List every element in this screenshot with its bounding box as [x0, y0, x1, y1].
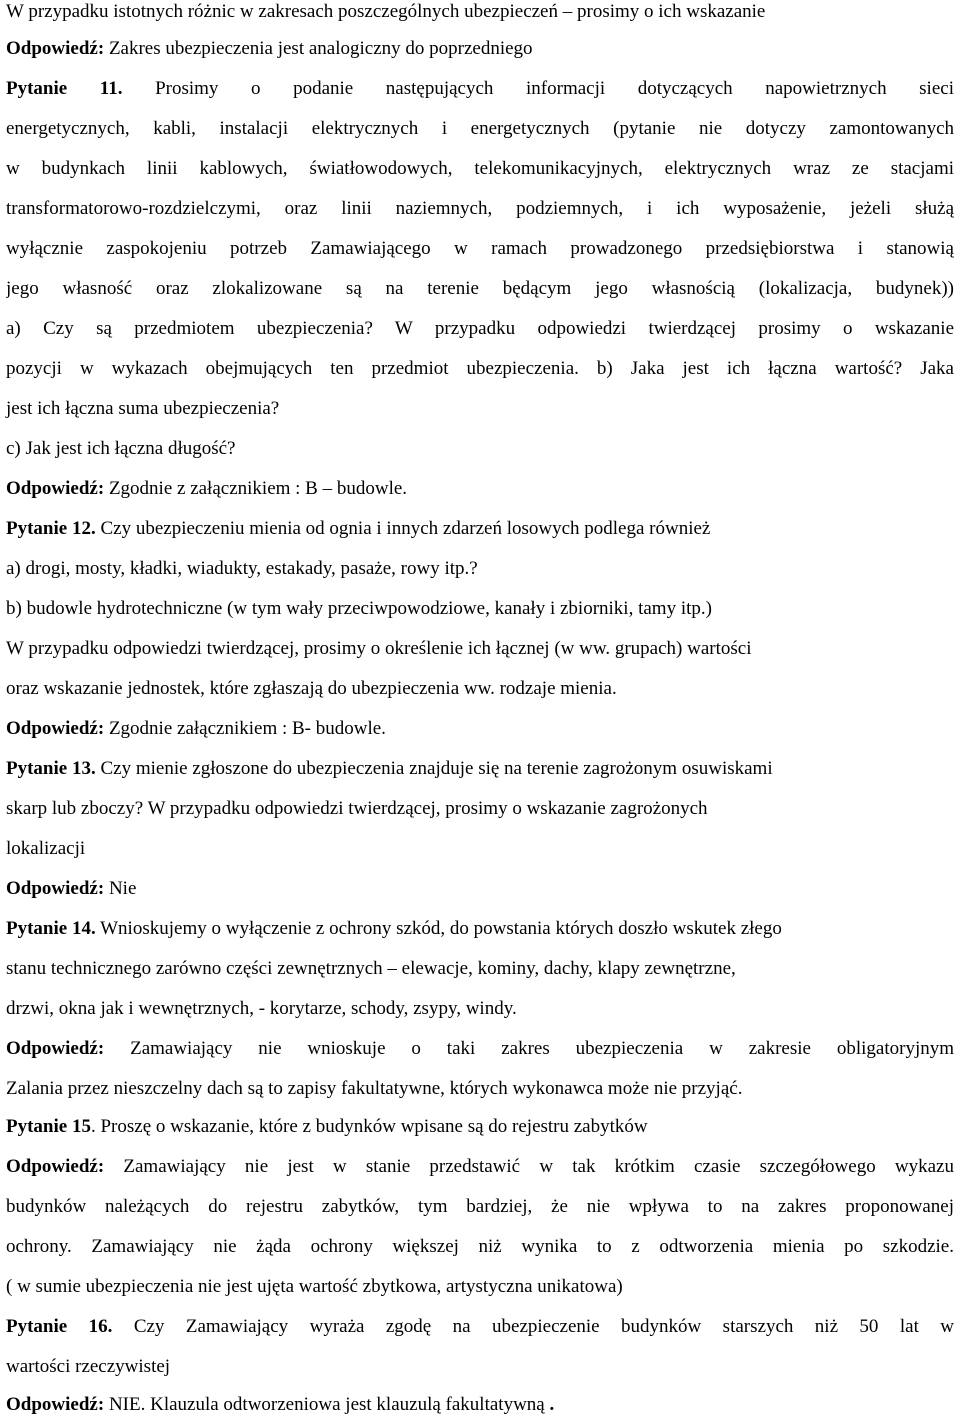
- text-line: [6, 637, 954, 661]
- answer-text: Zamawiający nie wnioskuje o taki zakres ubezpieczenia w zakresie obligatoryjnym: [104, 1038, 954, 1059]
- text: ( w sumie ubezpieczenia nie jest ujęta wartość zbytkowa, artystyczna unikatowa): [6, 1276, 623, 1297]
- question-label: Pytanie 14.: [6, 918, 96, 939]
- text-line: [6, 1235, 954, 1259]
- question-text: Czy ubezpieczeniu mienia od ognia i innych zdarzeń losowych podlega również: [95, 518, 711, 539]
- text: skarp lub zboczy? W przypadku odpowiedzi twierdzącej, prosimy o wskazanie zagrożonych: [6, 798, 708, 819]
- text: energetycznych, kabli, instalacji elektrycznych i energetycznych (pytanie nie dotyczy zamontowanych: [6, 118, 954, 139]
- answer-14: [6, 1037, 954, 1061]
- question-16: [6, 1315, 954, 1339]
- text-line: [6, 197, 954, 221]
- question-11: [6, 77, 954, 101]
- text-line: [6, 357, 954, 381]
- question-text: . Proszę o wskazanie, które z budynków wpisane są do rejestru zabytków: [90, 1116, 648, 1137]
- text-line: [6, 397, 954, 421]
- text-line: [6, 597, 954, 621]
- answer-text: Zakres ubezpieczenia jest analogiczny do poprzedniego: [104, 38, 533, 59]
- text: budynków należących do rejestru zabytków, tym bardziej, że nie wpływa to na zakres proponowanej: [6, 1196, 954, 1217]
- text: b) budowle hydrotechniczne (w tym wały przeciwpowodziowe, kanały i zbiorniki, tamy itp.): [6, 598, 712, 619]
- text-line: [6, 1195, 954, 1219]
- text-line: [6, 677, 954, 701]
- text-line: [6, 237, 954, 261]
- text-line: [6, 557, 954, 581]
- answer-11: [6, 477, 954, 501]
- text: stanu technicznego zarówno części zewnętrznych – elewacje, kominy, dachy, klapy zewnętrzne,: [6, 958, 736, 979]
- text: oraz wskazanie jednostek, które zgłaszają do ubezpieczenia ww. rodzaje mienia.: [6, 678, 617, 699]
- text: W przypadku odpowiedzi twierdzącej, prosimy o określenie ich łącznej (w ww. grupach) wartości: [6, 638, 752, 659]
- text-line: [6, 797, 954, 821]
- final-period: .: [544, 1394, 555, 1415]
- answer-15: [6, 1155, 954, 1179]
- text: W przypadku istotnych różnic w zakresach poszczególnych ubezpieczeń – prosimy o ich wskazanie: [6, 1, 766, 22]
- text-line: [6, 1077, 954, 1101]
- answer-13: [6, 877, 954, 901]
- answer-16: [6, 1393, 954, 1417]
- text: drzwi, okna jak i wewnętrznych, - korytarze, schody, zsypy, windy.: [6, 998, 517, 1019]
- text-line: [6, 1275, 954, 1299]
- question-15: [6, 1115, 954, 1139]
- question-label: Pytanie 11.: [6, 78, 123, 99]
- text: lokalizacji: [6, 838, 86, 859]
- text: a) Czy są przedmiotem ubezpieczenia? W przypadku odpowiedzi twierdzącej prosimy o wskazanie: [6, 318, 954, 339]
- answer-12: [6, 717, 954, 741]
- question-12: [6, 517, 954, 541]
- text: w budynkach linii kablowych, światłowodowych, telekomunikacyjnych, elektrycznych wraz ze stacjami: [6, 158, 954, 179]
- text-line: [6, 117, 954, 141]
- text: ochrony. Zamawiający nie żąda ochrony większej niż wynika to z odtworzenia mienia po szkodzie.: [6, 1236, 954, 1257]
- text: Zalania przez nieszczelny dach są to zapisy fakultatywne, których wykonawca może nie przyjąć.: [6, 1078, 743, 1099]
- text: transformatorowo-rozdzielczymi, oraz linii naziemnych, podziemnych, i ich wyposażenie, jeżeli służą: [6, 198, 954, 219]
- question-label: Pytanie 16.: [6, 1316, 113, 1337]
- answer-label: Odpowiedź:: [6, 1038, 105, 1059]
- question-13: [6, 757, 954, 781]
- question-text: Prosimy o podanie następujących informacji dotyczących napowietrznych sieci: [122, 78, 954, 99]
- text-line: [6, 0, 954, 24]
- text-line: [6, 157, 954, 181]
- answer-label: Odpowiedź:: [6, 878, 105, 899]
- answer-label: Odpowiedź:: [6, 38, 105, 59]
- question-14: [6, 917, 954, 941]
- question-label: Pytanie 13.: [6, 758, 96, 779]
- text: a) drogi, mosty, kładki, wiadukty, estakady, pasaże, rowy itp.?: [6, 558, 478, 579]
- question-text: Wnioskujemy o wyłączenie z ochrony szkód, do powstania których doszło wskutek złego: [95, 918, 782, 939]
- text-line: [6, 437, 954, 461]
- text: wyłącznie zaspokojeniu potrzeb Zamawiającego w ramach prowadzonego przedsiębiorstwa i stanowią: [6, 238, 954, 259]
- text-line: [6, 997, 954, 1021]
- text-line: [6, 837, 954, 861]
- text: c) Jak jest ich łączna długość?: [6, 438, 236, 459]
- question-text: Czy Zamawiający wyraża zgodę na ubezpieczenie budynków starszych niż 50 lat w: [112, 1316, 954, 1337]
- answer-text: Zamawiający nie jest w stanie przedstawić w tak krótkim czasie szczegółowego wykazu: [104, 1156, 954, 1177]
- question-label: Pytanie 12.: [6, 518, 96, 539]
- answer-label: Odpowiedź:: [6, 1156, 105, 1177]
- answer-text: Zgodnie z załącznikiem : B – budowle.: [104, 478, 408, 499]
- question-text: Czy mienie zgłoszone do ubezpieczenia znajduje się na terenie zagrożonym osuwiskami: [95, 758, 773, 779]
- answer-10: [6, 37, 954, 61]
- answer-text: Zgodnie załącznikiem : B- budowle.: [104, 718, 386, 739]
- question-label: Pytanie 15: [6, 1116, 91, 1137]
- text-line: [6, 1355, 954, 1379]
- answer-text: NIE. Klauzula odtworzeniowa jest klauzulą fakultatywną: [104, 1394, 545, 1415]
- answer-text: Nie: [104, 878, 137, 899]
- answer-label: Odpowiedź:: [6, 718, 105, 739]
- text: jest ich łączna suma ubezpieczenia?: [6, 398, 280, 419]
- text-line: [6, 957, 954, 981]
- text-line: [6, 277, 954, 301]
- text: wartości rzeczywistej: [6, 1356, 171, 1377]
- answer-label: Odpowiedź:: [6, 1394, 105, 1415]
- text: pozycji w wykazach obejmujących ten przedmiot ubezpieczenia. b) Jaka jest ich łączna wartość? Jaka: [6, 358, 954, 379]
- answer-label: Odpowiedź:: [6, 478, 105, 499]
- text-line: [6, 317, 954, 341]
- text: jego własność oraz zlokalizowane są na terenie będącym jego własnością (lokalizacja, budynek)): [6, 278, 954, 299]
